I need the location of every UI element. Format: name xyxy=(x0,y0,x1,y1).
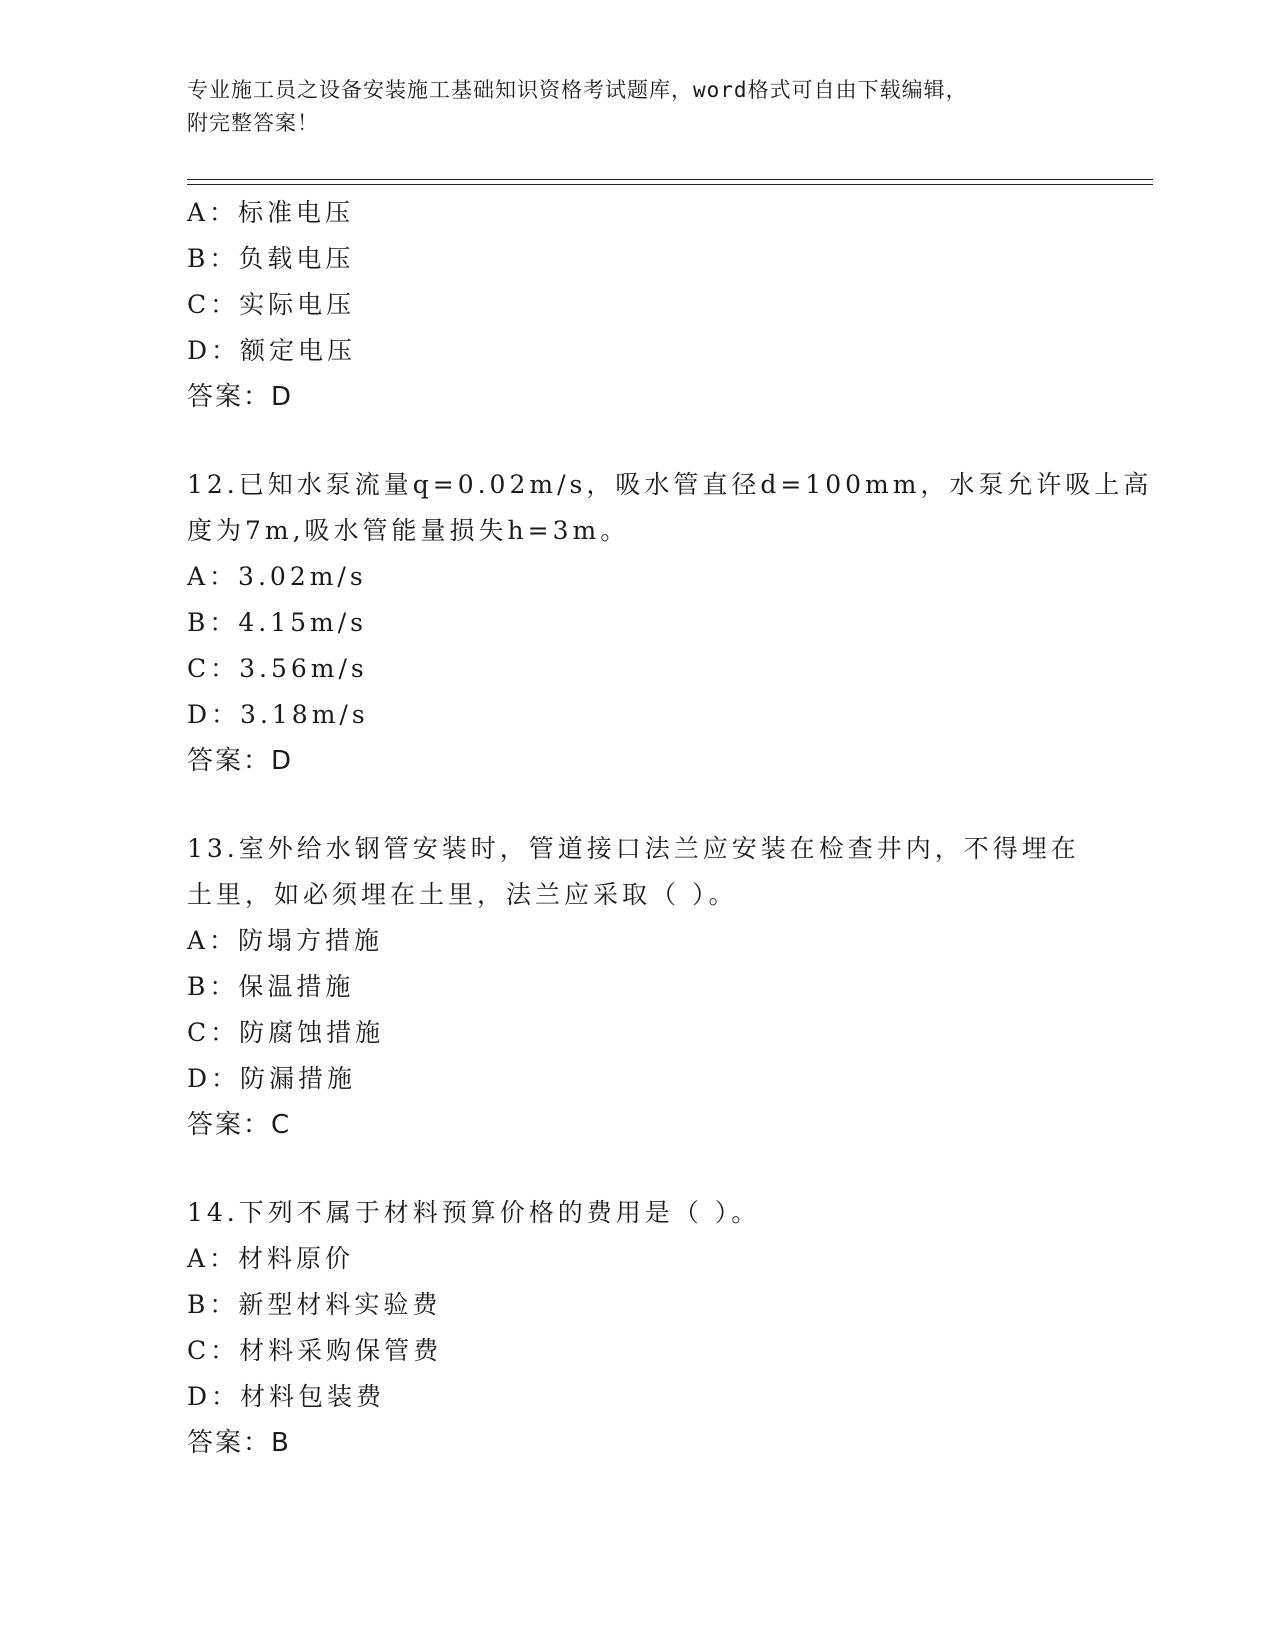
option-a: A：3.02m/s xyxy=(187,562,367,591)
question-12 xyxy=(187,462,1153,784)
header-line-2: 附完整答案！ xyxy=(187,111,319,135)
option-b: B：保温措施 xyxy=(187,972,355,1001)
question-13 xyxy=(187,826,1087,1148)
option-c: C：实际电压 xyxy=(187,290,356,319)
option-c: C：3.56m/s xyxy=(187,654,368,683)
header-divider-top xyxy=(187,179,1153,180)
question-11 xyxy=(187,190,1087,420)
header-line-1: 专业施工员之设备安装施工基础知识资格考试题库，word格式可自由下载编辑， xyxy=(187,78,968,102)
question-text-line-2: 度为7m,吸水管能量损失h=3m。 xyxy=(187,516,630,545)
option-b: B：4.15m/s xyxy=(187,608,367,637)
spacer xyxy=(187,420,1087,462)
header-divider-bottom xyxy=(187,184,1153,185)
answer: 答案：D xyxy=(187,746,294,776)
option-b: B：负载电压 xyxy=(187,244,355,273)
option-d: D：额定电压 xyxy=(187,336,357,365)
option-d: D：材料包装费 xyxy=(187,1382,386,1411)
document-header xyxy=(187,74,1087,140)
spacer xyxy=(187,784,1087,826)
answer: 答案：C xyxy=(187,1110,292,1140)
question-text-line-2: 土里，如必须埋在土里，法兰应采取（ ）。 xyxy=(187,880,738,909)
option-a: A：标准电压 xyxy=(187,198,355,227)
question-text-line-1: 13.室外给水钢管安装时，管道接口法兰应安装在检查井内，不得埋在 xyxy=(187,834,1080,863)
option-d: D：防漏措施 xyxy=(187,1064,357,1093)
question-14 xyxy=(187,1190,1087,1466)
option-a: A：材料原价 xyxy=(187,1244,355,1273)
option-a: A：防塌方措施 xyxy=(187,926,384,955)
option-b: B：新型材料实验费 xyxy=(187,1290,442,1319)
option-d: D：3.18m/s xyxy=(187,700,369,729)
question-text-line-1: 14.下列不属于材料预算价格的费用是（ ）。 xyxy=(187,1198,761,1227)
question-list xyxy=(187,190,1153,1466)
question-text-line-1: 12.已知水泵流量q=0.02m/s，吸水管直径d=100mm，水泵允许吸上高 xyxy=(187,470,1153,499)
answer: 答案：D xyxy=(187,382,294,412)
spacer xyxy=(187,1148,1087,1190)
option-c: C：防腐蚀措施 xyxy=(187,1018,385,1047)
option-c: C：材料采购保管费 xyxy=(187,1336,443,1365)
answer: 答案：B xyxy=(187,1428,291,1458)
